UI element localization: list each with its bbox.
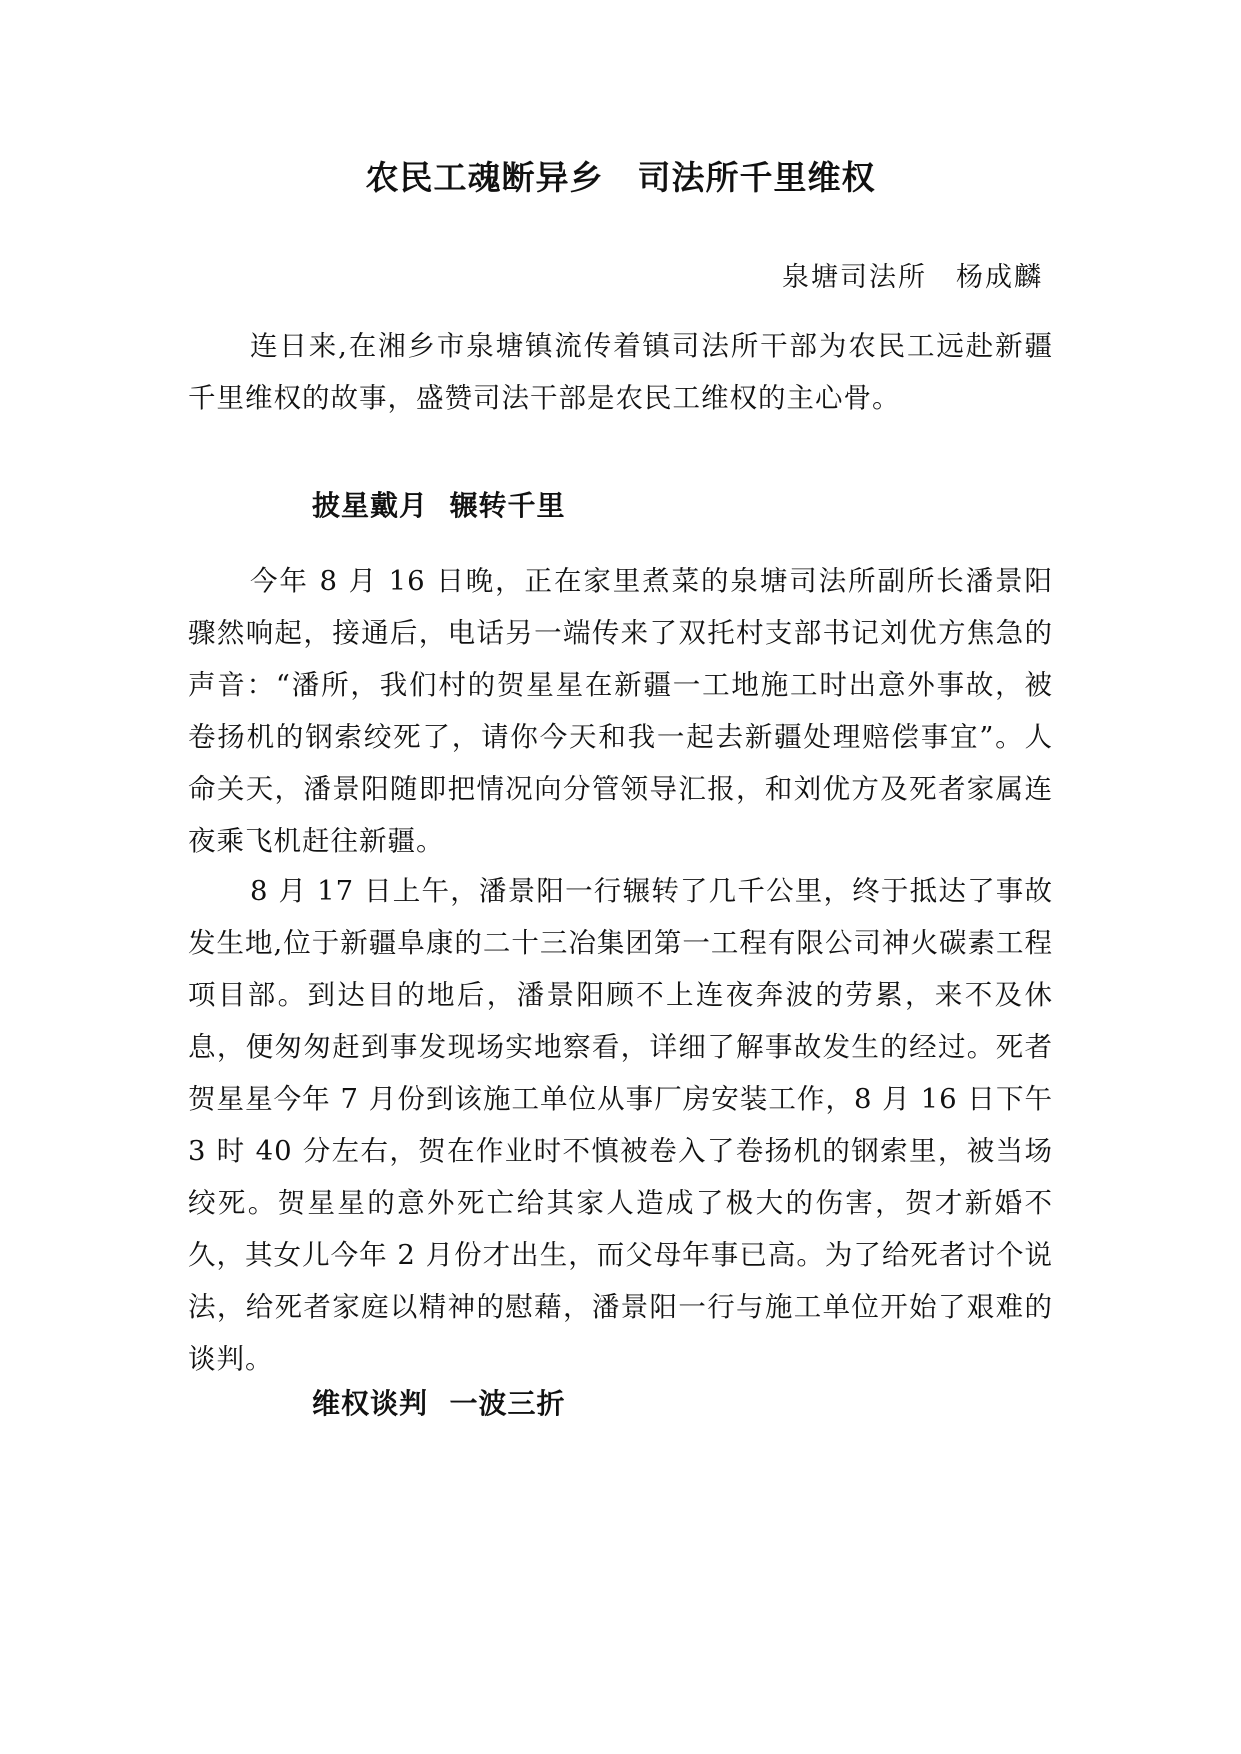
section-heading-2: 维权谈判 一波三折 <box>312 1387 566 1420</box>
body-paragraph-1: 今年 8 月 16 日晚，正在家里煮菜的泉塘司法所副所长潘景阳骤然响起，接通后，电话另一端传来了双托村支部书记刘优方焦急的声音：“潘所，我们村的贺星星在新疆一工地施工时出意外事故，被卷扬机的钢索绞死了，请你今天和我一起去新疆处理赔偿事宜”。人命关天，潘景阳随即把情况向分管领导汇报，和刘优方及死者家属连夜乘飞机赶往新疆。 <box>188 565 1053 857</box>
article-title: 农民工魂断异乡 司法所千里维权 <box>365 158 876 197</box>
intro-paragraph: 连日来,在湘乡市泉塘镇流传着镇司法所干部为农民工远赴新疆千里维权的故事，盛赞司法干部是农民工维权的主心骨。 <box>188 330 1053 414</box>
article-author: 泉塘司法所 杨成麟 <box>782 262 1043 293</box>
section-heading-1: 披星戴月 辗转千里 <box>312 489 566 522</box>
body-paragraph-2: 8 月 17 日上午，潘景阳一行辗转了几千公里，终于抵达了事故发生地,位于新疆阜康的二十三冶集团第一工程有限公司神火碳素工程项目部。到达目的地后，潘景阳顾不上连夜奔波的劳累，来不及休息，便匆匆赶到事发现场实地察看，详细了解事故发生的经过。死者贺星星今年 7 月份到该施工单位从事厂房安装工作，8 月 16 日下午 3 时 40 分左右，贺在作业时不慎被卷入了卷扬机的钢索里，被当场绞死。贺星星的意外死亡给其家人造成了极大的伤害，贺才新婚不久，其女儿今年 2 月份才出生，而父母年事已高。为了给死者讨个说法，给死者家庭以精神的慰藉，潘景阳一行与施工单位开始了艰难的谈判。 <box>188 875 1053 1375</box>
